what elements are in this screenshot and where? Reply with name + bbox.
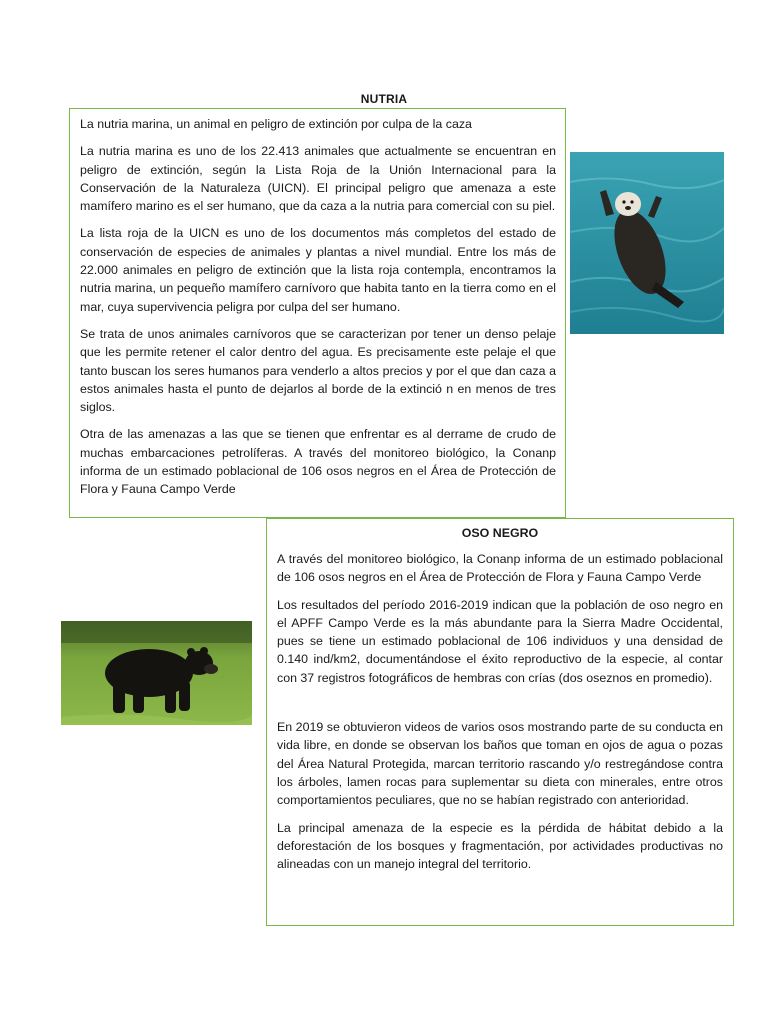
black-bear-photo xyxy=(61,621,252,725)
oso-negro-paragraph-4: La principal amenaza de la especie es la pérdida de hábitat debido a la deforestación de los bosques y fragmentación, por actividades productivas no alineadas con un manejo integral del territorio. xyxy=(277,820,723,872)
nutria-paragraph-2: La nutria marina es uno de los 22.413 animales que actualmente se encuentran en peligro de extinción, según la Lista Roja de la Unión Internacional para la Conservación de la Naturaleza (UICN). El principal peligro que amenaza a este mamífero marino es el ser humano, que da caza a la nutria para comercial con su piel. xyxy=(80,144,556,214)
nutria-title: NUTRIA xyxy=(360,92,408,106)
oso-negro-paragraph-1: A través del monitoreo biológico, la Conanp informa de un estimado poblacional de 106 osos negros en el Área de Protección de Flora y Fauna Campo Verde xyxy=(277,552,723,585)
nutria-text-box xyxy=(69,108,566,518)
oso-negro-paragraph-3: En 2019 se obtuvieron videos de varios osos mostrando parte de su conducta en vida libre, en donde se observan los baños que toman en ojos de agua o pozas del Área Natural Protegida, marcan territorio rascando y/o restregándose contra los árboles, lamen rocas para suplementar su dieta con minerales, entre otros comportamientos peculiares, que no se habían registrado con anterioridad. xyxy=(277,720,723,808)
oso-negro-title: OSO NEGRO xyxy=(461,526,539,540)
oso-negro-paragraph-2: Los resultados del período 2016-2019 indican que la población de oso negro en el APFF Campo Verde es la más abundante para la Sierra Madre Occidental, pues se tiene un estimado poblacional de 106 individuos y una densidad de 0.140 ind/km2, documentándose el éxito reproductivo de la especie, al contar con 37 registros fotográficos de hembras con crías (dos oseznos en promedio). xyxy=(277,597,723,685)
nutria-paragraph-1: La nutria marina, un animal en peligro de extinción por culpa de la caza xyxy=(80,117,472,131)
nutria-paragraph-3: La lista roja de la UICN es uno de los documentos más completos del estado de conservación de especies de animales y plantas a nivel mundial. Entre los más de 22.000 animales en peligro de extinción que la lista roja contempla, encontramos la nutria marina, un pequeño mamífero carnívoro que habita tanto en la tierra como en el mar, cuya supervivencia peligra por culpa del ser humano. xyxy=(80,226,556,314)
sea-otter-photo xyxy=(570,152,724,334)
oso-negro-text-box xyxy=(266,518,734,926)
nutria-paragraph-5: Otra de las amenazas a las que se tienen que enfrentar es al derrame de crudo de muchas embarcaciones petrolíferas. A través del monitoreo biológico, la Conanp informa de un estimado poblacional de 106 osos negros en el Área de Protección de Flora y Fauna Campo Verde xyxy=(80,427,556,497)
nutria-paragraph-4: Se trata de unos animales carnívoros que se caracterizan por tener un denso pelaje que les permite retener el calor dentro del agua. Es precisamente este pelaje el que tanto buscan los seres humanos para venderlo a altos precios y por el que dan caza a estos animales hasta el punto de dejarlos al borde de la extinció n en menos de tres siglos. xyxy=(80,326,556,415)
